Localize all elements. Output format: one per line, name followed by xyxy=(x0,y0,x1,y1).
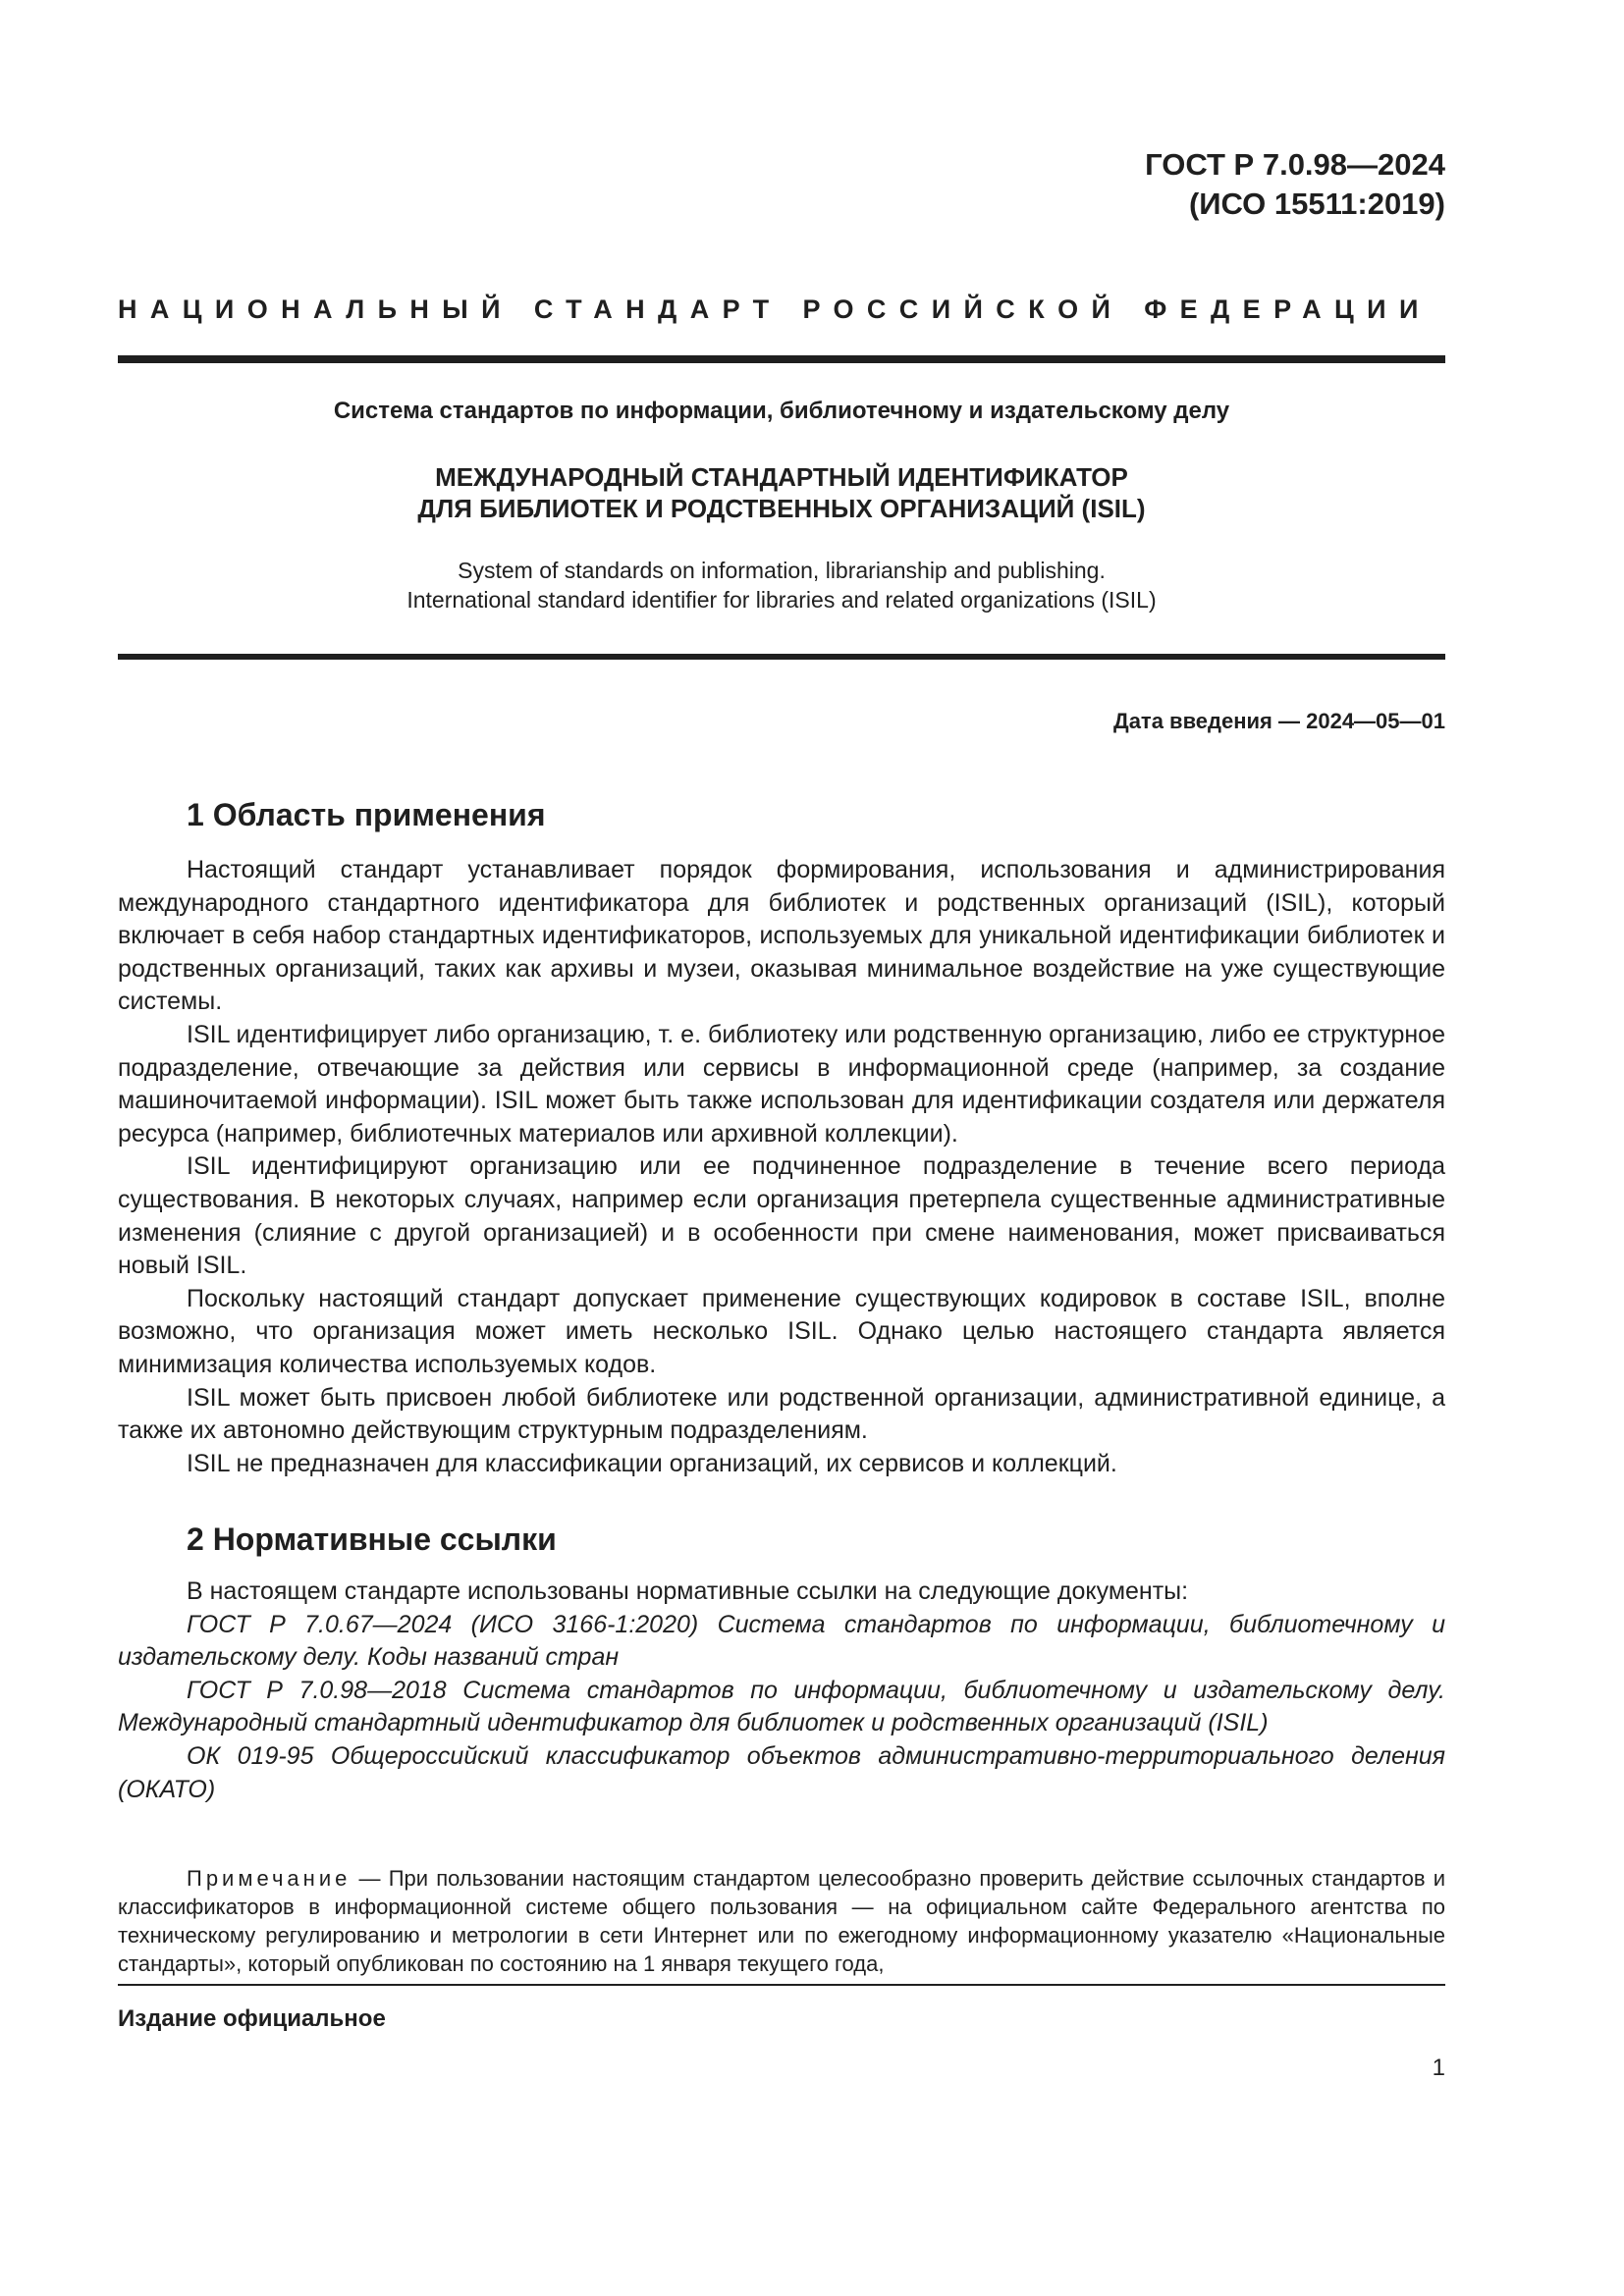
normative-reference: ГОСТ Р 7.0.67—2024 (ИСО 3166-1:2020) Система стандартов по информации, библиотечному и издательскому делу. Коды названий стран xyxy=(118,1610,1445,1672)
introduction-date: Дата введения — 2024—05—01 xyxy=(1113,709,1445,733)
references-intro: В настоящем стандарте использованы нормативные ссылки на следующие документы: xyxy=(187,1577,1189,1605)
section-2-body xyxy=(118,1575,1445,1806)
normative-reference: ОК 019-95 Общероссийский классификатор объектов административно-территориального деления (ОКАТО) xyxy=(118,1741,1445,1803)
section-1-paragraph: ISIL идентифицирует либо организацию, т. е. библиотеку или родственную организацию, либо ее структурное подразделение, отвечающие за действия или сервисы в информационной среде (например, за создание машиночитаемой информации). ISIL может быть также использован для идентификации создателя или держателя ресурса (например, библиотечных материалов или архивной коллекции). xyxy=(118,1020,1445,1148)
section-1-heading: 1 Область применения xyxy=(187,797,546,832)
section-1-paragraph: ISIL не предназначен для классификации организаций, их сервисов и коллекций. xyxy=(187,1449,1117,1477)
system-title-ru: Система стандартов по информации, библиотечному и издательскому делу xyxy=(333,398,1230,424)
normative-reference: ГОСТ Р 7.0.98—2018 Система стандартов по информации, библиотечному и издательскому делу. Международный стандартный идентификатор для библиотек и родственных организаций (ISIL) xyxy=(118,1676,1445,1737)
section-1-paragraph: ISIL может быть присвоен любой библиотеке или родственной организации, административной единице, а также их автономно действующим структурным подразделениям. xyxy=(118,1383,1445,1445)
document-title-ru xyxy=(118,461,1445,524)
national-standard-banner: НАЦИОНАЛЬНЫЙ СТАНДАРТ РОССИЙСКОЙ ФЕДЕРАЦИИ xyxy=(118,294,1432,324)
note-label: Примечание xyxy=(187,1866,352,1891)
section-1-paragraph: Настоящий стандарт устанавливает порядок формирования, использования и администрирования международного стандартного идентификатора для библиотек и родственных организаций (ISIL), который включает в себя набор стандартных идентификаторов, используемых для уникальной идентификации библиотек и родственных организаций, таких как архивы и музеи, оказывая минимальное воздействие на уже существующие системы. xyxy=(118,856,1445,1016)
designation-line-1: ГОСТ Р 7.0.98—2024 xyxy=(1145,147,1445,182)
title-block-rule xyxy=(118,654,1445,660)
title-en-line-1: System of standards on information, librarianship and publishing. xyxy=(458,558,1106,583)
official-edition-label: Издание официальное xyxy=(118,2005,386,2032)
title-ru-line-1: МЕЖДУНАРОДНЫЙ СТАНДАРТНЫЙ ИДЕНТИФИКАТОР xyxy=(435,462,1128,492)
section-2-heading: 2 Нормативные ссылки xyxy=(187,1522,557,1557)
title-ru-line-2: ДЛЯ БИБЛИОТЕК И РОДСТВЕННЫХ ОРГАНИЗАЦИЙ (ISIL) xyxy=(417,494,1146,523)
document-title-en xyxy=(118,556,1445,614)
section-1-paragraph: Поскольку настоящий стандарт допускает применение существующих кодировок в составе ISIL, вполне возможно, что организация может иметь несколько ISIL. Однако целью настоящего стандарта является минимизация количества используемых кодов. xyxy=(118,1284,1445,1378)
page-number: 1 xyxy=(1432,2055,1445,2081)
section-1-body xyxy=(118,854,1445,1480)
note-paragraph xyxy=(118,1864,1445,1978)
note-block xyxy=(118,1864,1445,1978)
standard-designation xyxy=(1145,145,1445,224)
note-text: — При пользовании настоящим стандартом целесообразно проверить действие ссылочных стандартов и классификаторов в информационной системе общего пользования — на официальном сайте Федерального агентства по техническому регулированию и метрологии в сети Интернет или по ежегодному информационному указателю «Национальные стандарты», который опубликован по состоянию на 1 января текущего года, xyxy=(118,1866,1445,1976)
title-en-line-2: International standard identifier for libraries and related organizations (ISIL) xyxy=(406,587,1157,613)
footer-rule xyxy=(118,1984,1445,1986)
section-1-paragraph: ISIL идентифицируют организацию или ее подчиненное подразделение в течение всего периода существования. В некоторых случаях, например если организация претерпела существенные административные изменения (слияние с другой организацией) и в особенности при смене наименования, может присваиваться новый ISIL. xyxy=(118,1152,1445,1280)
designation-line-2: (ИСО 15511:2019) xyxy=(1188,187,1445,221)
top-thick-rule xyxy=(118,355,1445,363)
